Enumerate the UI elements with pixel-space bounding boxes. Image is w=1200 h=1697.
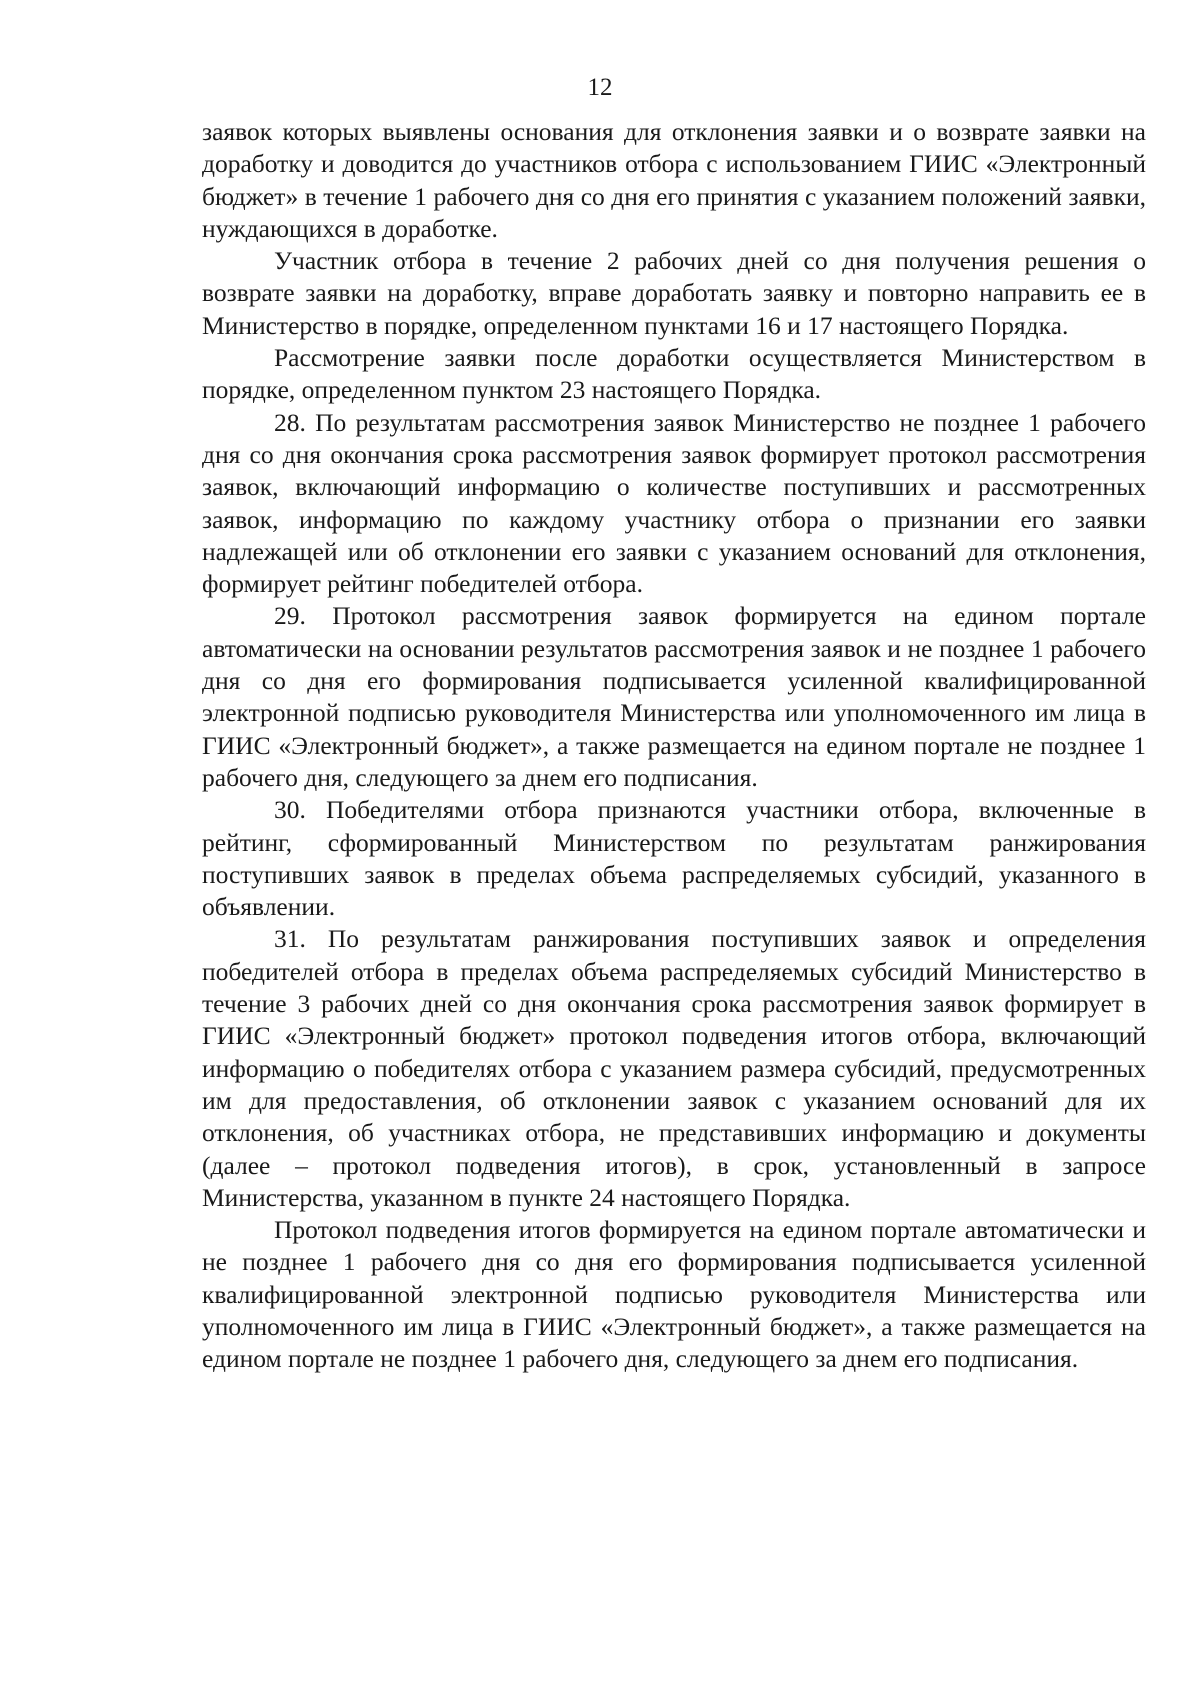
paragraph-results-protocol: Протокол подведения итогов формируется на едином портале автоматически и не позднее 1 рабочего дня со дня его формирования подписывается усиленной квалифицированной электронной подписью руководителя Министерства или уполномоченного им лица в ГИИС «Электронный бюджет», а также размещается на едином портале не позднее 1 рабочего дня, следующего за днем его подписания. [202,1215,1146,1374]
paragraph-continuation: заявок которых выявлены основания для отклонения заявки и о возврате заявки на доработку и доводится до участников отбора с использованием ГИИС «Электронный бюджет» в течение 1 рабочего дня со дня его принятия с указанием положений заявки, нуждающихся в доработке. [202,117,1146,243]
paragraph-review-after-revision: Рассмотрение заявки после доработки осуществляется Министерством в порядке, определенном пунктом 23 настоящего Порядка. [202,343,1146,405]
paragraph-item-31: 31. По результатам ранжирования поступивших заявок и определения победителей отбора в пределах объема распределяемых субсидий Министерство в течение 3 рабочих дней со дня окончания срока рассмотрения заявок формирует в ГИИС «Электронный бюджет» протокол подведения итогов отбора, включающий информацию о победителях отбора с указанием размера субсидий, предусмотренных им для предоставления, об отклонении заявок с указанием оснований для их отклонения, об участниках отбора, не представивших информацию и документы (далее – протокол подведения итогов), в срок, установленный в запросе Министерства, указанном в пункте 24 настоящего Порядка. [202,924,1146,1212]
document-body [202,116,1146,1376]
paragraph-return-revision: Участник отбора в течение 2 рабочих дней со дня получения решения о возврате заявки на доработку, вправе доработать заявку и повторно направить ее в Министерство в порядке, определенном пунктами 16 и 17 настоящего Порядка. [202,246,1146,340]
paragraph-item-30: 30. Победителями отбора признаются участники отбора, включенные в рейтинг, сформированный Министерством по результатам ранжирования поступивших заявок в пределах объема распределяемых субсидий, указанного в объявлении. [202,795,1146,922]
paragraph-item-28: 28. По результатам рассмотрения заявок Министерство не позднее 1 рабочего дня со дня окончания срока рассмотрения заявок формирует протокол рассмотрения заявок, включающий информацию о количестве поступивших и рассмотренных заявок, информацию по каждому участнику отбора о признании его заявки надлежащей или об отклонении его заявки с указанием оснований для отклонения, формирует рейтинг победителей отбора. [202,407,1146,599]
page-number: 12 [587,74,613,101]
paragraph-item-29: 29. Протокол рассмотрения заявок формируется на едином портале автоматически на основании результатов рассмотрения заявок и не позднее 1 рабочего дня со дня его формирования подписывается усиленной квалифицированной электронной подписью руководителя Министерства или уполномоченного им лица в ГИИС «Электронный бюджет», а также размещается на едином портале не позднее 1 рабочего дня, следующего за днем его подписания. [202,601,1146,792]
